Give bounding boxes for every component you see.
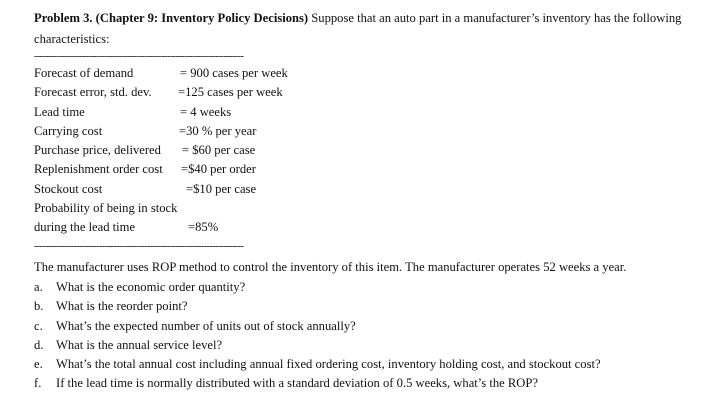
question-item — [34, 297, 714, 316]
question-item — [34, 278, 714, 297]
parameter-value: =30 % per year — [179, 123, 257, 138]
parameter-label: Purchase price, delivered — [34, 143, 161, 158]
parameter-value: = 4 weeks — [180, 104, 232, 119]
parameter-label: Probability of being in stock — [34, 201, 178, 216]
parameter-label: Forecast error, std. dev. — [34, 85, 152, 100]
question-item — [34, 336, 714, 355]
question-item — [34, 317, 714, 336]
parameter-label: Lead time — [34, 104, 85, 119]
question-text: If the lead time is normally distributed with a standard deviation of 0.5 weeks, what’s the ROP? — [56, 376, 538, 391]
problem-heading — [34, 8, 714, 50]
parameter-label: during the lead time — [34, 220, 136, 235]
separator-top: -------------------------------------------------------------------------- — [34, 52, 244, 62]
question-item — [34, 374, 714, 393]
question-list — [34, 278, 714, 394]
parameter-label: Carrying cost — [34, 123, 103, 138]
question-letter: e. — [34, 357, 43, 372]
question-text: What is the economic order quantity? — [56, 280, 246, 294]
problem-title: Problem 3. (Chapter 9: Inventory Policy Decisions) — [34, 11, 309, 25]
question-text: What’s the total annual cost including annual fixed ordering cost, inventory holding cost, and stockout cost? — [56, 357, 601, 372]
question-letter: d. — [34, 337, 44, 352]
parameter-value: = $60 per case — [182, 143, 256, 158]
parameter-label: Forecast of demand — [34, 66, 134, 80]
intro-paragraph: The manufacturer uses ROP method to control the inventory of this item. The manufacturer operates 52 weeks a year. — [34, 260, 627, 274]
question-text: What is the annual service level? — [56, 337, 223, 352]
question-letter: a. — [34, 280, 43, 294]
parameter-label: Replenishment order cost — [34, 162, 163, 177]
parameter-value: =$10 per case — [186, 181, 257, 196]
question-letter: b. — [34, 299, 44, 314]
question-letter: c. — [34, 318, 43, 333]
separator-bottom: -------------------------------------------------------------------------- — [34, 242, 244, 252]
parameter-value: = 900 cases per week — [180, 66, 288, 80]
question-text: What’s the expected number of units out of stock annually? — [56, 318, 356, 333]
parameter-value: =85% — [188, 220, 219, 235]
parameter-value: =$40 per order — [181, 162, 256, 177]
question-letter: f. — [34, 376, 42, 391]
question-text: What is the reorder point? — [56, 299, 188, 314]
parameter-value: =125 cases per week — [178, 85, 283, 100]
problem-description: Suppose that an auto part in a manufacturer’s inventory has the following characteristics: — [34, 11, 682, 46]
parameter-label: Stockout cost — [34, 181, 103, 196]
question-item — [34, 355, 714, 374]
